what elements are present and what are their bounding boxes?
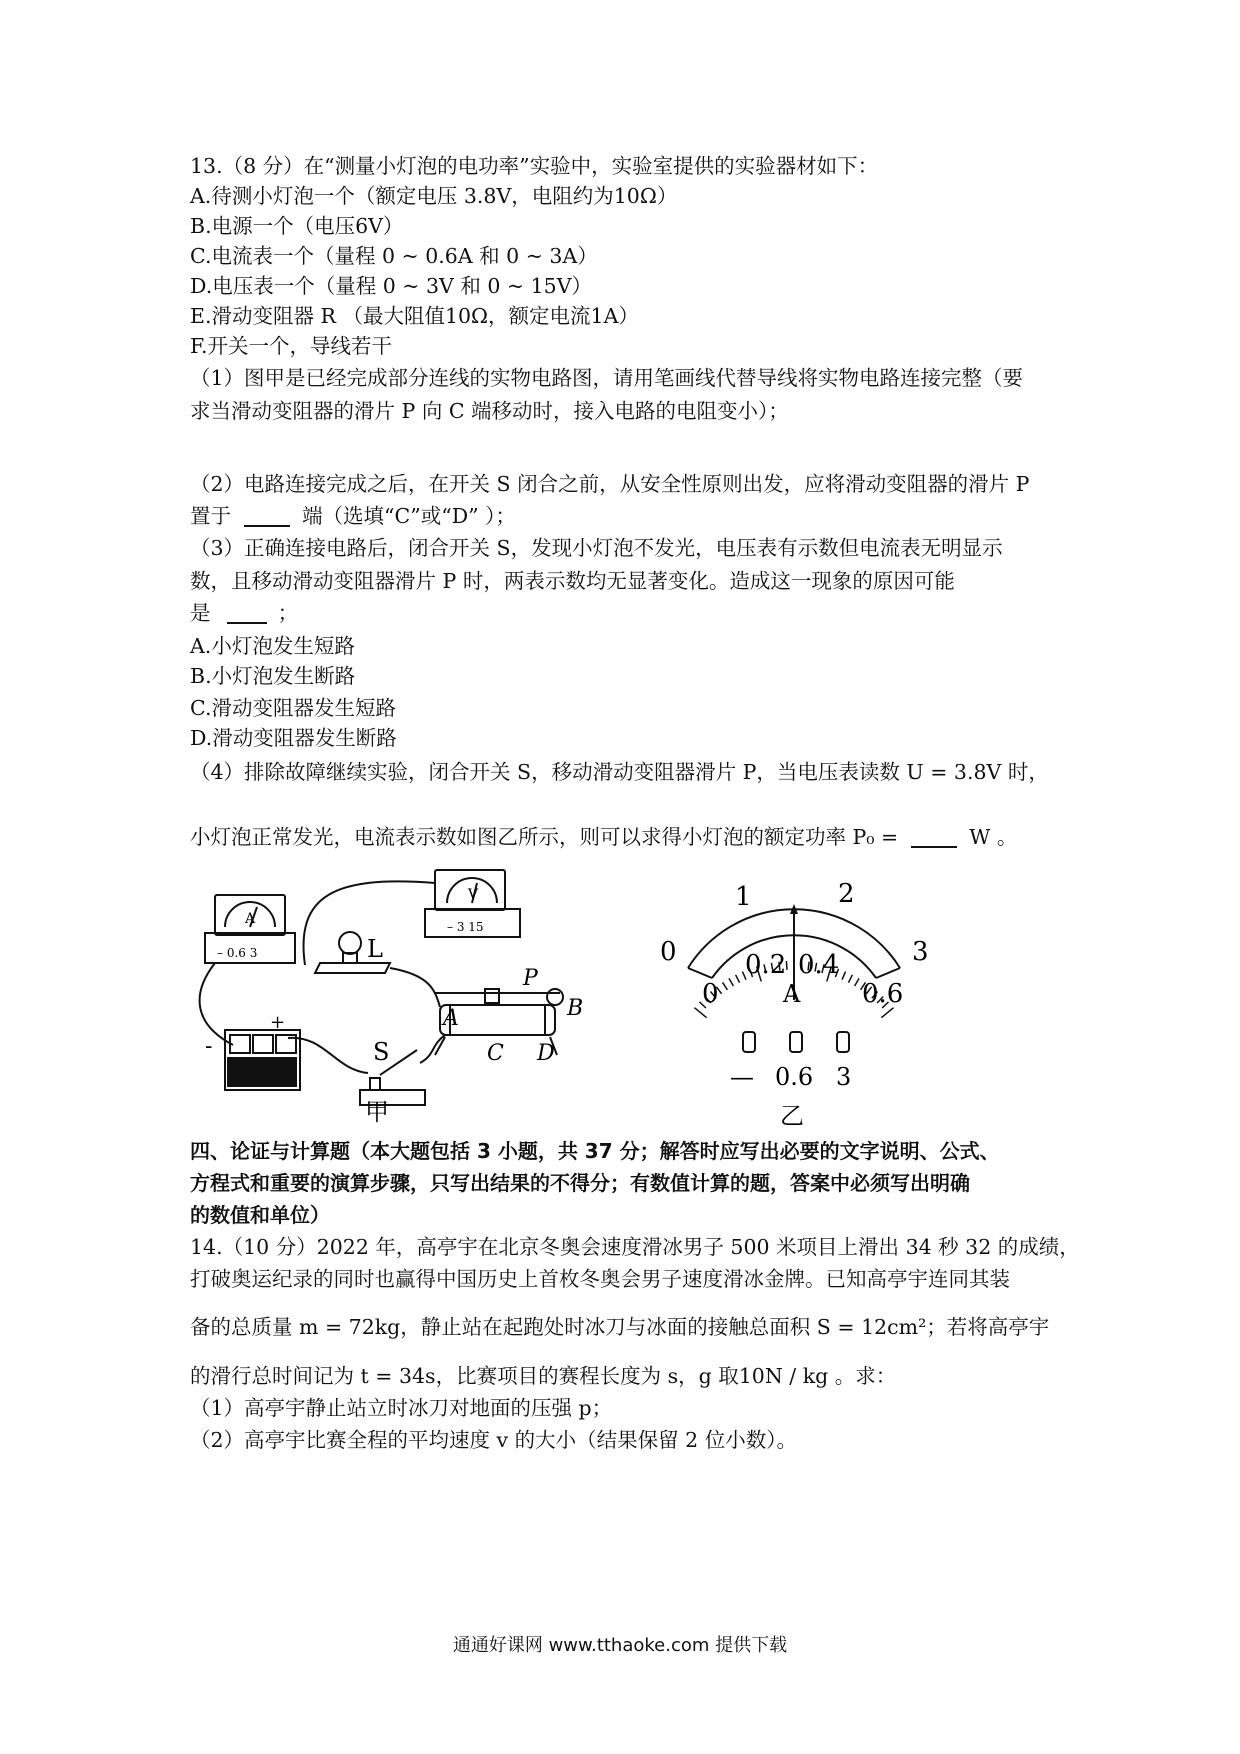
q13-part2-line2 — [190, 501, 516, 531]
option-a: A.小灯泡发生短路 — [190, 634, 355, 658]
q13-part1-line1: （1）图甲是已经完成部分连线的实物电路图，请用笔画线代替导线将实物电路连接完整（要 — [190, 366, 1024, 390]
rheostat-label-d: D — [537, 1041, 555, 1066]
dial-tick — [881, 1008, 893, 1018]
q13-part3-line2: 数，且移动滑动变阻器滑片 P 时，两表示数均无显著变化。造成这一现象的原因可能 — [190, 569, 955, 593]
battery-plus-label: + — [270, 1012, 286, 1033]
q13-part2-line1: （2）电路连接完成之后，在开关 S 闭合之前，从安全性原则出发，应将滑动变阻器的滑片 P — [190, 472, 1030, 496]
equipment-item-d: D.电压表一个（量程 0 ~ 3V 和 0 ~ 15V） — [190, 274, 593, 298]
dial-tick — [723, 982, 728, 989]
outer-scale-0: 0 — [660, 937, 677, 967]
dial-tick — [729, 978, 733, 986]
page-footer: 通通好课网 www.tthaoke.com 提供下载 — [452, 1635, 788, 1656]
dial-unit: A — [783, 980, 801, 1008]
terminal-label-3: 3 — [836, 1063, 852, 1091]
q14-line2: 打破奥运纪录的同时也赢得中国历史上首枚冬奥会男子速度滑冰金牌。已知高亭宇连同其装 — [190, 1267, 1010, 1291]
dial-tick — [855, 978, 859, 986]
q14-line3: 备的总质量 m = 72kg，静止站在起跑处时冰刀与冰面的接触总面积 S = 12cm²；若将高亭宇 — [190, 1315, 1050, 1339]
equipment-item-f: F.开关一个，导线若干 — [190, 334, 393, 358]
q13-part3-line1: （3）正确连接电路后，闭合开关 S，发现小灯泡不发光，电压表有示数但电流表无明显示 — [190, 536, 1003, 560]
q13-part4-prefix: 小灯泡正常发光，电流表示数如图乙所示，则可以求得小灯泡的额定功率 P₀ = — [190, 825, 899, 849]
inner-scale-1: 0.2 — [745, 950, 787, 980]
terminal-label-minus: — — [730, 1063, 754, 1091]
answer-blank-2[interactable] — [244, 503, 290, 527]
rheostat-label-b: B — [567, 996, 584, 1021]
outer-scale-1: 1 — [735, 882, 752, 912]
figure-jia-caption: 甲 — [365, 1098, 389, 1125]
inner-scale-0: 0 — [702, 979, 719, 1009]
q13-part4-line2 — [190, 822, 1017, 852]
q13-part4-suffix: W 。 — [969, 825, 1018, 849]
rheostat-label-p: P — [523, 966, 538, 991]
section4-line2: 方程式和重要的演算步骤，只写出结果的不得分；有数值计算的题，答案中必须写出明确 — [190, 1171, 970, 1195]
equipment-item-b: B.电源一个（电压6V） — [190, 214, 404, 238]
dial-tick — [848, 975, 852, 983]
circuit-figure-jia — [185, 865, 645, 1125]
q13-part4-line1: （4）排除故障继续实验，闭合开关 S，移动滑动变阻器滑片 P，当电压表读数 U = 3.8V 时， — [190, 760, 1049, 784]
equipment-item-c: C.电流表一个（量程 0 ~ 0.6A 和 0 ~ 3A） — [190, 244, 598, 268]
outer-scale-3: 3 — [912, 937, 929, 967]
switch-label: S — [373, 1038, 390, 1066]
q14-line6: （2）高亭宇比赛全程的平均速度 v 的大小（结果保留 2 位小数）。 — [190, 1428, 797, 1452]
q14-line4: 的滑行总时间记为 t = 34s，比赛项目的赛程长度为 s，g 取10N / kg 。求： — [190, 1364, 897, 1388]
q14-line5: （1）高亭宇静止站立时冰刀对地面的压强 p； — [190, 1396, 613, 1420]
rheostat-label-c: C — [487, 1041, 504, 1066]
option-b: B.小灯泡发生断路 — [190, 664, 356, 688]
outer-scale-2: 2 — [838, 879, 855, 909]
answer-blank-4[interactable] — [911, 824, 957, 848]
section4-line1: 四、论证与计算题（本大题包括 3 小题，共 37 分；解答时应写出必要的文字说明、公式、 — [190, 1139, 1000, 1163]
q13-intro: 13.（8 分）在“测量小灯泡的电功率”实验中，实验室提供的实验器材如下： — [190, 154, 879, 178]
switch-icon — [360, 1050, 425, 1105]
bulb-label: L — [367, 935, 383, 963]
rheostat-label-a: A — [443, 1006, 459, 1031]
q13-part2-suffix: 端（选填“C”或“D” ）； — [302, 504, 516, 528]
battery-minus-label: - — [205, 1034, 213, 1059]
answer-blank-3[interactable] — [227, 600, 267, 624]
section4-line3: 的数值和单位） — [190, 1203, 330, 1227]
dial-tick — [842, 972, 846, 980]
ammeter-terminals: – 0.6 3 — [217, 946, 258, 960]
q13-part3-line3 — [190, 598, 298, 628]
equipment-item-e: E.滑动变阻器 R （最大阻值10Ω，额定电流1A） — [190, 304, 639, 328]
figure-yi-caption: 乙 — [780, 1102, 804, 1130]
terminal-label-06: 0.6 — [775, 1063, 814, 1091]
ammeter-dial-figure-yi — [650, 860, 950, 1130]
terminal-icons — [743, 1032, 849, 1052]
inner-scale-3: 0.6 — [862, 979, 904, 1009]
q14-line1: 14.（10 分）2022 年，高亭宇在北京冬奥会速度滑冰男子 500 米项目上滑出 34 秒 32 的成绩， — [190, 1235, 1080, 1259]
option-d: D.滑动变阻器发生断路 — [190, 726, 397, 750]
voltmeter-label: V — [468, 887, 479, 903]
equipment-item-a: A.待测小灯泡一个（额定电压 3.8V，电阻约为10Ω） — [190, 184, 678, 208]
q13-part3-suffix: ； — [277, 601, 299, 625]
dial-tick — [786, 961, 787, 970]
inner-scale-2: 0.4 — [798, 950, 840, 980]
voltmeter-terminals: – 3 15 — [447, 920, 484, 934]
q13-part3-prefix: 是 — [190, 601, 211, 625]
q13-part1-line2: 求当滑动变阻器的滑片 P 向 C 端移动时，接入电路的电阻变小）； — [190, 399, 789, 423]
ammeter-label: A — [245, 911, 256, 927]
option-c: C.滑动变阻器发生短路 — [190, 696, 396, 720]
q13-part2-prefix: 置于 — [190, 504, 231, 528]
dial-tick — [694, 1008, 706, 1018]
dial-tick — [736, 975, 740, 983]
